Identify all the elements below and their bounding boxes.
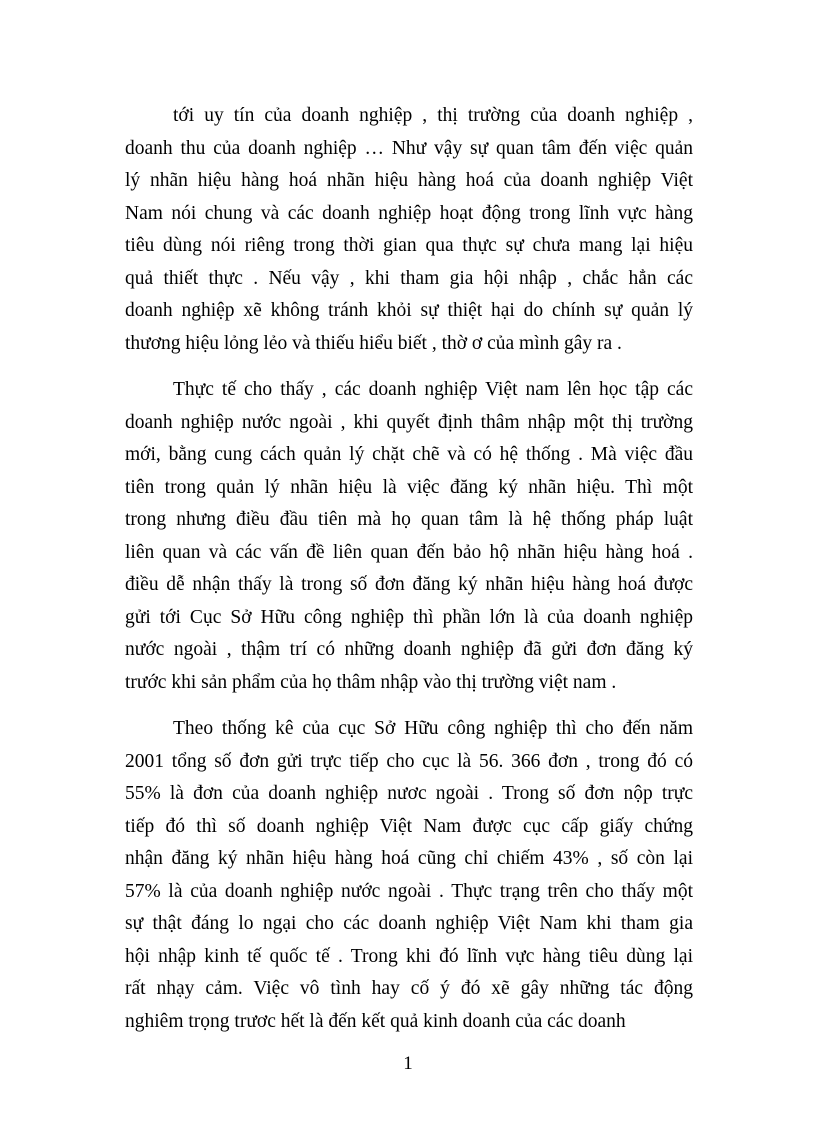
text-line: 55% là đơn của doanh nghiệp nươc ngoài . Trong số đơn nộp trực [125,783,693,804]
text-line: gửi tới Cục Sở Hữu công nghiệp thì phần lớn là của doanh nghiệp [125,606,693,628]
text-line: mới, bằng cung cách quản lý chặt chẽ và có hệ thống . Mà việc đầu [125,444,693,465]
text-line: quả thiết thực . Nếu vậy , khi tham gia hội nhập , chắc hẳn các [125,267,693,289]
text-line: 2001 tổng số đơn gửi trực tiếp cho cục là 56. 366 đơn , trong đó có [125,750,693,772]
text-line: hội nhập kinh tế quốc tế . Trong khi đó lĩnh vực hàng tiêu dùng lại [125,945,693,967]
text-line: liên quan và các vấn đề liên quan đến bảo hộ nhãn hiệu hàng hoá . [125,541,693,563]
text-line: nghiêm trọng trươc hết là đến kết quả kinh doanh của các doanh [125,1010,626,1032]
text-line: doanh nghiệp nước ngoài , khi quyết định thâm nhập một thị trường [125,411,693,433]
text-line: thương hiệu lỏng lẻo và thiếu hiểu biết , thờ ơ của mình gây ra . [125,332,622,354]
body-text [125,100,693,1052]
text-line: Nam nói chung và các doanh nghiệp hoạt động trong lĩnh vực hàng [125,202,693,224]
text-line: Thực tế cho thấy , các doanh nghiệp Việt nam lên học tập các [173,379,693,400]
text-line: Theo thống kê của cục Sở Hữu công nghiệp thì cho đến năm [173,718,693,739]
text-line: nhận đăng ký nhãn hiệu hàng hoá cũng chỉ chiếm 43% , số còn lại [125,848,693,869]
text-line: trong nhưng điều đầu tiên mà họ quan tâm là hệ thống pháp luật [125,509,693,530]
text-line: tiên trong quản lý nhãn hiệu là việc đăng ký nhãn hiệu. Thì một [125,476,693,498]
text-line: điều dễ nhận thấy là trong số đơn đăng ký nhãn hiệu hàng hoá được [125,574,693,595]
text-line: trước khi sản phẩm của họ thâm nhập vào thị trường việt nam . [125,671,617,693]
paragraph-1 [125,100,693,360]
paragraph-2 [125,374,693,699]
text-line: doanh thu của doanh nghiệp … Như vậy sự quan tâm đến việc quản [125,137,693,159]
text-line: sự thật đáng lo ngại cho các doanh nghiệp Việt Nam khi tham gia [125,913,693,934]
text-line: tới uy tín của doanh nghiệp , thị trường của doanh nghiệp , [173,105,693,126]
text-line: tiêu dùng nói riêng trong thời gian qua thực sự chưa mang lại hiệu [125,235,693,256]
text-line: 57% là của doanh nghiệp nước ngoài . Thực trạng trên cho thấy một [125,880,693,902]
text-line: rất nhạy cảm. Việc vô tình hay cố ý đó xẽ gây những tác động [125,978,693,999]
text-line: doanh nghiệp xẽ không tránh khỏi sự thiệt hại do chính sự quản lý [125,300,693,321]
page-number: 1 [403,1053,413,1074]
text-line: lý nhãn hiệu hàng hoá nhãn hiệu hàng hoá của doanh nghiệp Việt [125,170,693,191]
text-line: tiếp đó thì số doanh nghiệp Việt Nam được cục cấp giấy chứng [125,815,693,837]
paragraph-3 [125,713,693,1038]
text-line: nước ngoài , thậm trí có những doanh nghiệp đã gửi đơn đăng ký [125,639,693,660]
